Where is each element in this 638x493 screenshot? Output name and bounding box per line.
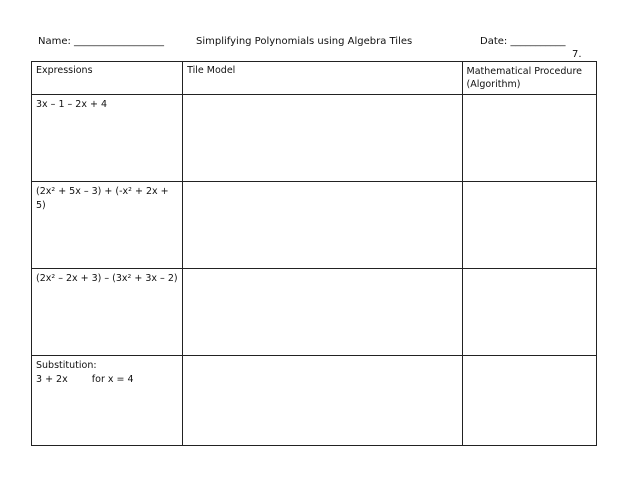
tile-model-cell[interactable] [183,95,462,182]
expression-cell: 3x – 1 – 2x + 4 [32,95,183,182]
substitution-cell [32,356,183,446]
procedure-header-line2: (Algorithm) [466,79,521,90]
substitution-condition: for x = 4 [91,374,134,385]
tile-model-cell[interactable] [183,182,462,269]
table-row [32,95,597,182]
procedure-header-line1: Mathematical Procedure [466,66,582,77]
name-field-label: Name: __________________ [38,36,165,47]
worksheet-title: Simplifying Polynomials using Algebra Tiles [196,36,413,47]
table-header-row [32,62,597,95]
tile-model-cell[interactable] [183,356,462,446]
procedure-cell[interactable] [462,356,597,446]
column-header-procedure [462,62,597,95]
worksheet-table [31,61,597,446]
procedure-cell[interactable] [462,269,597,356]
expression-cell: (2x² + 5x – 3) + (-x² + 2x + 5) [32,182,183,269]
table-row [32,269,597,356]
column-header-expressions: Expressions [32,62,183,95]
substitution-label: Substitution: [36,360,97,371]
tile-model-cell[interactable] [183,269,462,356]
column-header-tile-model: Tile Model [183,62,462,95]
substitution-expression: 3 + 2x [36,374,68,385]
date-field-label: Date: ___________ [480,36,566,47]
table-row [32,356,597,446]
procedure-cell[interactable] [462,95,597,182]
expression-cell: (2x² – 2x + 3) – (3x² + 3x – 2) [32,269,183,356]
page-number: 7. [572,49,582,60]
procedure-cell[interactable] [462,182,597,269]
table-row [32,182,597,269]
